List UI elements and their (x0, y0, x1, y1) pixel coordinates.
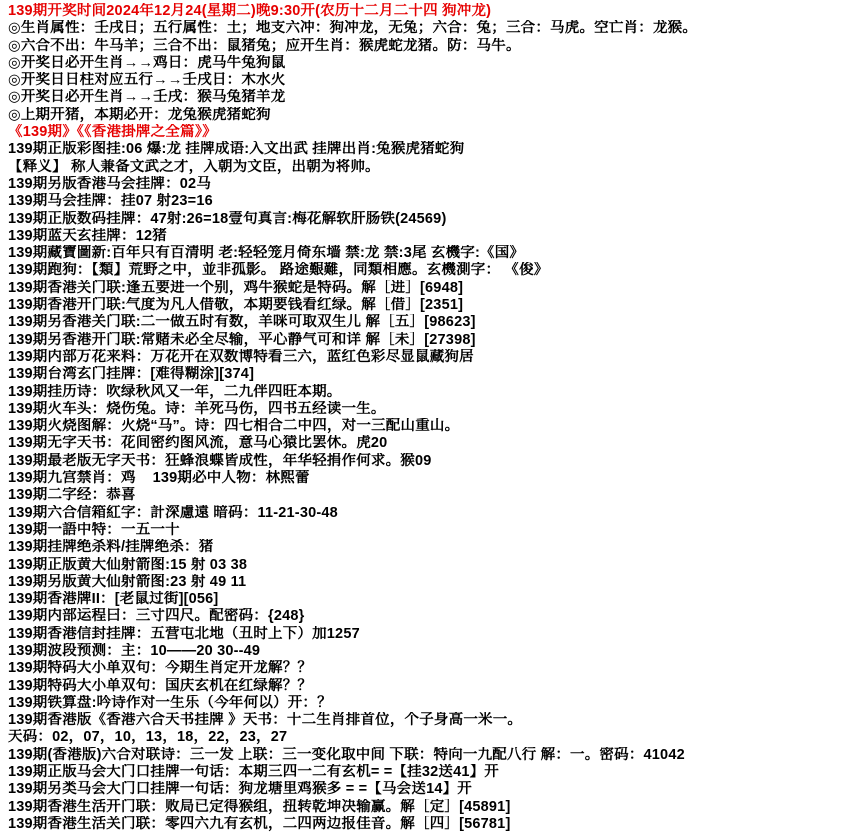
content-line: 139期(香港版)六合对联诗：三一发 上联：三一变化取中间 下联：特向一九配八行 解：一。密码：41042 (8, 746, 685, 763)
content-line: 139期另版香港马会挂牌：02马 (8, 175, 212, 192)
content-line: ◎开奖日必开生肖→→壬戌：猴马兔猪羊龙 (8, 89, 286, 106)
content-line: 139期一語中特：一五一十 (8, 521, 180, 538)
content-line: 139期无字天书：花间密约图风流，意马心猿比罢休。虎20 (8, 435, 388, 452)
content-line: 139期最老版无字天书：狂蜂浪蝶皆成性，年华轻捐作何求。猴09 (8, 452, 432, 469)
content-line: 139期六合信箱紅字：計深慮遠 暗码：11-21-30-48 (8, 504, 338, 521)
content-line: 【释义】 称人兼备文武之才，入朝为文臣，出朝为将帅。 (8, 158, 380, 175)
content-line: 139期马会挂牌：挂07 射23=16 (8, 193, 213, 210)
content-line: 139期香港牌II：[老鼠过街][056] (8, 591, 219, 608)
content-line: 139期正版黄大仙射箭图:15 射 03 38 (8, 556, 248, 573)
content-line: 139期正版马会大门口挂牌一句话：本期三四一二有玄机= =【挂32送41】开 (8, 764, 500, 781)
content-line: 《139期》《《香港掛牌之全篇》》 (8, 124, 217, 141)
content-line: 139期九宫禁肖：鸡 139期必中人物：林熙蕾 (8, 470, 310, 487)
content-line: ◎生肖属性：壬戌日；五行属性：土；地支六冲：狗冲龙，无兔；六合：兔；三合：马虎。空亡肖：龙猴。 (8, 20, 698, 37)
content-line: 天码：02，07，10，13，18，22，23，27 (8, 729, 288, 746)
content-line: 139期内部运程曰：三寸四尺。配密码：{248} (8, 608, 305, 625)
content-line: 139期另香港关门联:二一做五时有数，羊咪可取双生儿 解［五］[98623] (8, 314, 476, 331)
content-line: 139期台湾玄门挂牌：[难得糊涂][374] (8, 366, 255, 383)
content-line: 139期挂历诗：吹绿秋风又一年，二九伴四旺本期。 (8, 383, 342, 400)
content-line: 139期香港版《香港六合天书挂牌 》天书：十二生肖排首位，个子身高一米一。 (8, 712, 523, 729)
content-line: 139期开奖时间2024年12月24(星期二)晚9:30开(农历十二月二十四 狗冲龙) (8, 3, 492, 19)
content-line: 139期特码大小单双句：国庆玄机在红绿解？？ (8, 677, 313, 694)
content-line: 139期跑狗：【類】荒野之中，並非孤影。 路途艱難，同類相應。玄機測字： 《俊》 (8, 262, 549, 279)
content-line: 139期特码大小单双句：今期生肖定开龙解？？ (8, 660, 313, 677)
content-line: 139期火烧图解：火烧“马”。诗：四七相合二中四，对一三配山重山。 (8, 418, 460, 435)
content-line: 139期正版彩图挂:06 爆:龙 挂牌成语:入文出武 挂牌出肖:兔猴虎猪蛇狗 (8, 141, 465, 158)
content-line: 139期挂牌绝杀料/挂牌绝杀：猪 (8, 539, 214, 556)
content-line: 139期藏寶圖新:百年只有百清明 老:轻轻笼月倚东墙 禁:龙 禁:3尾 玄機字:《国》 (8, 245, 525, 262)
content-line: 139期正版数码挂牌：47射:26=18壹句真言:梅花解软肝肠铁(24569) (8, 210, 447, 227)
content-line: 139期另类马会大门口挂牌一句话：狗龙塘里鸡猴多 = =【马会送14】开 (8, 781, 473, 798)
content-line: 139期香港开门联:气度为凡人借敬，本期要钱看红绿。解［借］[2351] (8, 297, 464, 314)
content-line: 139期蓝天玄挂牌：12猪 (8, 227, 167, 244)
content-line: 139期香港生活关门联：零四六九有玄机，二四两边报佳音。解［四］[56781] (8, 815, 511, 832)
content-line: 139期另版黄大仙射箭图:23 射 49 11 (8, 573, 247, 590)
content-line: 139期波段预测：主：10——20 30--49 (8, 642, 261, 659)
content-line: 139期铁算盘:吟诗作对一生乐（今年何以）开：？ (8, 694, 332, 711)
content-line: 139期另香港开门联:常赌未必全尽输，平心静气可和详 解［未］[27398] (8, 331, 476, 348)
content-line: ◎六合不出：牛马羊；三合不出：鼠猪兔；应开生肖：猴虎蛇龙猪。防：马牛。 (8, 37, 521, 54)
content-line: ◎开奖日必开生肖→→鸡日：虎马牛兔狗鼠 (8, 54, 286, 71)
content-line: 139期火车头：烧伤兔。诗：羊死马伤，四书五经读一生。 (8, 400, 386, 417)
content-line: 139期二字经：恭喜 (8, 487, 136, 504)
content-line: 139期香港生活开门联：败局已定得猴组，扭转乾坤决输赢。解［定］[45891] (8, 798, 511, 815)
content-line: 139期香港关门联:逢五要进一个别，鸡牛猴蛇是特码。解［进］[6948] (8, 279, 464, 296)
content-line: ◎开奖日日柱对应五行→→壬戌日：木水火 (8, 72, 286, 89)
content-line: 139期内部万花来料：万花开在双数博特看三六，蓝红色彩尽显鼠藏狗居 (8, 348, 474, 365)
content-line: 139期香港信封挂牌：五营屯北地（丑时上下）加1257 (8, 625, 360, 642)
content-line: ◎上期开猪，本期必开：龙兔猴虎猪蛇狗 (8, 106, 271, 123)
